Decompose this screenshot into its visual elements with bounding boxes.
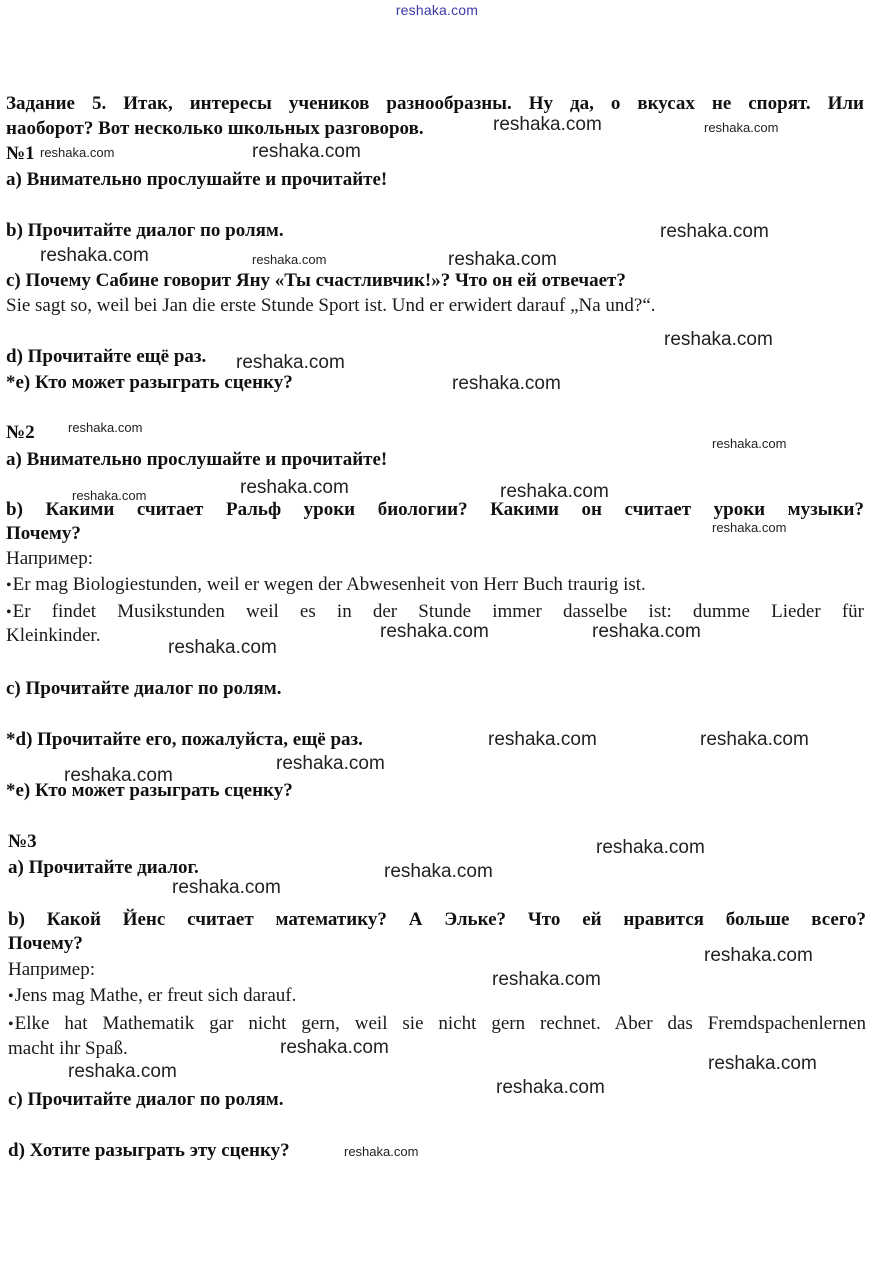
- watermark: reshaka.com: [596, 837, 705, 858]
- watermark: reshaka.com: [40, 245, 149, 266]
- section-2-a: a) Внимательно прослушайте и прочитайте!: [6, 449, 388, 470]
- watermark: reshaka.com: [72, 488, 147, 503]
- section-2-b-line1: b) Какими считает Ральф уроки биологии? Какими он считает уроки музыки?: [6, 499, 864, 520]
- task-title-line2: наоборот? Вот несколько школьных разговоров.: [6, 118, 424, 139]
- watermark: reshaka.com: [664, 329, 773, 350]
- section-2-number: №2: [6, 422, 35, 443]
- section-2-example: Например:: [6, 548, 93, 569]
- task-title: Задание 5. Итак, интересы учеников разнообразны. Ну да, о вкусах не спорят. Или: [6, 93, 864, 114]
- section-3-a: a) Прочитайте диалог.: [8, 857, 199, 878]
- watermark: reshaka.com: [592, 621, 701, 642]
- section-3-bullet-2: • Elke hat Mathematik gar nicht gern, weil sie nicht gern rechnet. Aber das Fremdspachenlernen: [8, 1012, 866, 1037]
- site-header[interactable]: reshaka.com: [395, 2, 479, 18]
- watermark: reshaka.com: [712, 436, 787, 451]
- watermark: reshaka.com: [344, 1144, 419, 1159]
- section-2-d: *d) Прочитайте его, пожалуйста, ещё раз.: [6, 729, 363, 750]
- watermark: reshaka.com: [660, 221, 769, 242]
- watermark: reshaka.com: [448, 249, 557, 270]
- section-3-b-line1: b) Какой Йенс считает математику? А Эльке? Что ей нравится больше всего?: [8, 909, 866, 930]
- watermark: reshaka.com: [64, 765, 173, 786]
- watermark: reshaka.com: [168, 637, 277, 658]
- watermark: reshaka.com: [704, 120, 779, 135]
- section-2-c: c) Прочитайте диалог по ролям.: [6, 678, 282, 699]
- section-2-bullet-2-cont: Kleinkinder.: [6, 625, 101, 646]
- section-1-number: №1: [6, 143, 35, 164]
- watermark: reshaka.com: [488, 729, 597, 750]
- watermark: reshaka.com: [240, 477, 349, 498]
- watermark: reshaka.com: [280, 1037, 389, 1058]
- section-1-a: a) Внимательно прослушайте и прочитайте!: [6, 169, 388, 190]
- watermark: reshaka.com: [252, 141, 361, 162]
- watermark: reshaka.com: [712, 520, 787, 535]
- watermark: reshaka.com: [708, 1053, 817, 1074]
- section-1-d: d) Прочитайте ещё раз.: [6, 346, 207, 367]
- watermark: reshaka.com: [172, 877, 281, 898]
- section-3-example: Например:: [8, 959, 95, 980]
- section-3-b-line2: Почему?: [8, 933, 83, 954]
- section-3-d: d) Хотите разыграть эту сценку?: [8, 1140, 290, 1161]
- section-1-c-answer: Sie sagt so, weil bei Jan die erste Stunde Sport ist. Und er erwidert darauf „Na und?“.: [6, 295, 656, 316]
- watermark: reshaka.com: [493, 114, 602, 135]
- watermark: reshaka.com: [252, 252, 327, 267]
- watermark: reshaka.com: [380, 621, 489, 642]
- section-2-bullet-1: • Er mag Biologiestunden, weil er wegen der Abwesenheit von Herr Buch traurig ist.: [6, 574, 864, 596]
- watermark: reshaka.com: [68, 1061, 177, 1082]
- watermark: reshaka.com: [500, 481, 609, 502]
- watermark: reshaka.com: [452, 373, 561, 394]
- section-2-bullet-2: • Er findet Musikstunden weil es in der Stunde immer dasselbe ist: dumme Lieder für: [6, 600, 864, 625]
- section-2-e: *e) Кто может разыграть сценку?: [6, 780, 293, 801]
- section-1-e: *e) Кто может разыграть сценку?: [6, 372, 293, 393]
- section-1-c: c) Почему Сабине говорит Яну «Ты счастливчик!»? Что он ей отвечает?: [6, 270, 626, 291]
- watermark: reshaka.com: [496, 1077, 605, 1098]
- section-3-bullet-1: • Jens mag Mathe, er freut sich darauf.: [8, 985, 866, 1007]
- section-3-bullet-2-cont: macht ihr Spaß.: [8, 1038, 128, 1059]
- section-3-c: c) Прочитайте диалог по ролям.: [8, 1089, 284, 1110]
- section-1-b: b) Прочитайте диалог по ролям.: [6, 220, 284, 241]
- watermark: reshaka.com: [492, 969, 601, 990]
- watermark: reshaka.com: [700, 729, 809, 750]
- watermark: reshaka.com: [236, 352, 345, 373]
- watermark: reshaka.com: [384, 861, 493, 882]
- watermark: reshaka.com: [276, 753, 385, 774]
- watermark: reshaka.com: [40, 145, 115, 160]
- watermark: reshaka.com: [68, 420, 143, 435]
- section-2-b-line2: Почему?: [6, 523, 81, 544]
- section-3-number: №3: [8, 831, 37, 852]
- watermark: reshaka.com: [704, 945, 813, 966]
